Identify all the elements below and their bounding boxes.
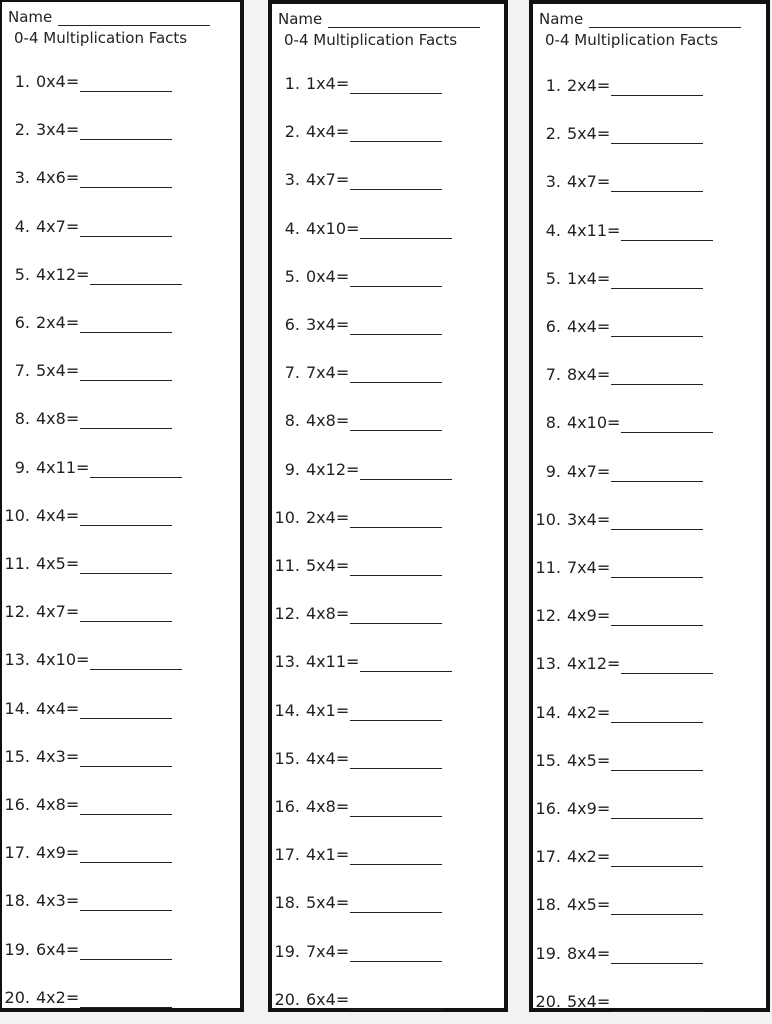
problem-number: 4. [14,216,30,236]
problem-row [533,76,703,96]
answer-blank[interactable] [621,224,713,241]
answer-blank[interactable] [80,846,172,863]
problem-row [533,654,713,674]
problem-number: 15. [274,748,300,768]
problem-expression: 4x4= [306,748,350,768]
problem-expression: 4x5= [36,554,80,573]
problem-row [2,602,172,622]
problem-row [272,701,442,721]
answer-blank[interactable] [611,127,703,144]
answer-blank[interactable] [350,77,442,94]
problem-row [2,313,172,333]
problem-number: 19. [274,941,300,961]
answer-blank[interactable] [611,320,703,337]
problem-row [2,699,172,719]
problem-row [2,650,182,670]
answer-blank[interactable] [350,704,442,721]
problem-number: 2. [545,124,561,144]
problem-row [272,411,442,431]
problem-row [533,365,703,385]
problem-number: 1. [14,72,30,91]
problem-number: 5. [284,266,300,286]
problem-number: 7. [284,363,300,383]
problem-row [2,988,172,1008]
problem-number: 9. [14,457,30,477]
problem-row [533,799,703,819]
answer-blank[interactable] [621,657,713,674]
answer-blank[interactable] [611,802,703,819]
problem-number: 6. [545,317,561,336]
problem-row [533,317,703,337]
answer-blank[interactable] [350,125,442,142]
problem-number: 3. [284,170,300,190]
answer-blank[interactable] [80,943,172,960]
answer-blank[interactable] [621,416,713,433]
problem-expression: 1x4= [306,74,350,93]
problem-row [272,556,442,576]
answer-blank[interactable] [611,609,703,626]
problem-number: 14. [274,700,300,720]
problem-number: 2. [284,122,300,142]
problem-row [272,942,442,962]
problem-expression: 4x8= [306,604,350,624]
answer-blank[interactable] [611,995,703,1012]
answer-blank[interactable] [90,461,182,478]
answer-blank[interactable] [80,220,172,237]
problem-number: 12. [4,602,30,622]
problem-number: 7. [545,365,561,385]
problem-row [2,843,172,863]
problem-row [2,361,172,381]
problem-expression: 7x4= [306,941,350,961]
problem-expression: 4x10= [567,413,621,433]
name-field[interactable] [58,11,210,26]
problem-number: 16. [274,797,300,816]
problem-number: 18. [274,893,300,913]
problem-expression: 4x8= [36,795,80,814]
answer-blank[interactable] [80,605,172,622]
problem-number: 9. [545,461,561,481]
problem-row [272,604,442,624]
problem-expression: 4x2= [567,702,611,722]
problem-row [272,797,442,817]
problem-expression: 7x4= [306,363,350,383]
problem-expression: 5x4= [567,991,611,1011]
problem-expression: 4x9= [567,606,611,626]
problem-number: 13. [4,650,30,670]
answer-blank[interactable] [80,364,172,381]
problem-row [2,120,172,140]
problem-number: 8. [14,409,30,429]
answer-blank[interactable] [350,366,442,383]
answer-blank[interactable] [350,752,442,769]
answer-blank[interactable] [360,655,452,672]
problem-expression: 6x4= [36,939,80,959]
problem-expression: 4x12= [36,264,90,284]
problem-expression: 3x4= [36,120,80,140]
problem-number: 20. [4,987,30,1007]
answer-blank[interactable] [350,945,442,962]
problem-row [2,458,182,478]
problem-number: 11. [274,556,300,575]
problem-row [533,944,703,964]
problem-expression: 6x4= [306,989,350,1009]
problem-number: 12. [274,604,300,624]
problem-row [2,506,172,526]
problem-number: 20. [535,991,561,1011]
answer-blank[interactable] [611,706,703,723]
problem-number: 8. [284,411,300,431]
problem-number: 3. [14,168,30,188]
answer-blank[interactable] [350,511,442,528]
problem-row [533,895,703,915]
problem-number: 16. [535,799,561,818]
problem-expression: 2x4= [567,76,611,95]
problem-number: 11. [535,558,561,577]
problem-row [2,795,172,815]
problem-row [272,652,452,672]
problem-row [2,168,172,188]
problem-number: 16. [4,795,30,814]
problem-row [272,508,442,528]
problem-expression: 4x5= [567,895,611,915]
problem-expression: 4x5= [567,750,611,770]
problem-expression: 8x4= [567,943,611,963]
answer-blank[interactable] [80,702,172,719]
problem-expression: 3x4= [567,509,611,529]
answer-blank[interactable] [350,559,442,576]
problem-row [272,267,442,287]
problem-number: 15. [535,750,561,770]
problem-number: 18. [535,895,561,915]
problem-expression: 4x2= [36,987,80,1007]
answer-blank[interactable] [350,173,442,190]
answer-blank[interactable] [611,754,703,771]
problem-number: 10. [274,507,300,527]
answer-blank[interactable] [611,561,703,578]
problem-expression: 4x1= [306,845,350,865]
problem-row [533,703,703,723]
problem-number: 14. [535,702,561,722]
problem-expression: 4x10= [36,650,90,670]
problem-number: 4. [284,218,300,238]
answer-blank[interactable] [80,171,172,188]
name-field[interactable] [328,13,480,28]
problem-row [533,172,703,192]
answer-blank[interactable] [611,272,703,289]
problem-number: 1. [284,74,300,93]
problem-row [533,462,703,482]
problem-row [2,940,172,960]
problem-number: 13. [535,654,561,674]
answer-blank[interactable] [80,412,172,429]
problem-number: 17. [4,843,30,863]
problem-row [272,893,442,913]
problem-expression: 4x10= [306,218,360,238]
answer-blank[interactable] [90,268,182,285]
problem-expression: 0x4= [306,266,350,286]
answer-blank[interactable] [611,850,703,867]
problem-number: 6. [14,313,30,332]
problem-number: 5. [545,268,561,288]
answer-blank[interactable] [350,993,442,1010]
answer-blank[interactable] [611,175,703,192]
answer-blank[interactable] [80,557,172,574]
problem-number: 1. [545,76,561,95]
problem-expression: 4x4= [36,505,80,525]
problem-expression: 5x4= [36,361,80,381]
problem-expression: 4x7= [36,602,80,622]
problem-expression: 4x11= [567,220,621,240]
problem-expression: 2x4= [36,313,80,332]
problem-row [2,747,172,767]
answer-blank[interactable] [90,653,182,670]
name-row [278,10,480,28]
answer-blank[interactable] [611,79,703,96]
problem-expression: 4x7= [36,216,80,236]
name-label: Name [539,10,584,28]
problem-row [272,315,442,335]
answer-blank[interactable] [80,991,172,1008]
problem-row [533,558,703,578]
problem-number: 9. [284,459,300,479]
problem-row [2,409,172,429]
answer-blank[interactable] [350,414,442,431]
problem-row [272,845,442,865]
problem-number: 10. [535,509,561,529]
problem-number: 8. [545,413,561,433]
problem-number: 12. [535,606,561,626]
problem-number: 10. [4,505,30,525]
problem-number: 19. [535,943,561,963]
problem-expression: 4x7= [306,170,350,190]
answer-blank[interactable] [350,896,442,913]
problem-expression: 8x4= [567,365,611,385]
problem-number: 15. [4,746,30,766]
problem-row [272,460,452,480]
problem-row [272,219,452,239]
problem-expression: 4x8= [306,797,350,816]
problem-number: 3. [545,172,561,192]
problem-row [533,269,703,289]
problem-row [533,221,713,241]
name-row [539,10,741,28]
problem-expression: 7x4= [567,558,611,577]
problem-expression: 2x4= [306,507,350,527]
worksheet-subtitle: 0-4 Multiplication Facts [545,31,719,49]
answer-blank[interactable] [350,318,442,335]
name-row [8,8,210,26]
answer-blank[interactable] [611,465,703,482]
answer-blank[interactable] [611,898,703,915]
problem-expression: 4x7= [567,461,611,481]
worksheet-subtitle: 0-4 Multiplication Facts [284,31,458,49]
problem-expression: 3x4= [306,315,350,334]
problem-row [533,992,703,1012]
problem-expression: 5x4= [306,893,350,913]
answer-blank[interactable] [350,607,442,624]
answer-blank[interactable] [80,509,172,526]
problem-row [533,606,703,626]
problem-row [272,363,442,383]
problem-number: 7. [14,361,30,381]
answer-blank[interactable] [350,848,442,865]
problem-expression: 4x8= [36,409,80,429]
problem-row [2,891,172,911]
problem-number: 19. [4,939,30,959]
worksheet-strip-2 [268,0,508,1012]
problem-expression: 4x3= [36,746,80,766]
problem-expression: 4x11= [36,457,90,477]
problem-expression: 4x4= [567,317,611,336]
problem-expression: 0x4= [36,72,80,91]
problem-expression: 4x11= [306,652,360,672]
problem-number: 6. [284,315,300,334]
problem-expression: 4x4= [306,122,350,142]
problem-number: 13. [274,652,300,672]
problem-row [533,847,703,867]
problem-expression: 5x4= [567,124,611,144]
problem-expression: 4x9= [567,799,611,818]
problem-number: 2. [14,120,30,140]
problem-expression: 4x3= [36,891,80,911]
problem-row [2,265,182,285]
problem-row [533,124,703,144]
name-label: Name [8,8,53,26]
answer-blank[interactable] [611,947,703,964]
problem-number: 5. [14,264,30,284]
problem-expression: 4x8= [306,411,350,431]
problem-expression: 4x4= [36,698,80,718]
problem-number: 4. [545,220,561,240]
answer-blank[interactable] [80,316,172,333]
problem-number: 18. [4,891,30,911]
answer-blank[interactable] [80,75,172,92]
problem-number: 17. [274,845,300,865]
problem-row [533,413,713,433]
problem-number: 20. [274,989,300,1009]
problem-expression: 4x9= [36,843,80,863]
problem-expression: 4x12= [306,459,360,479]
problem-expression: 4x7= [567,172,611,192]
problem-row [272,74,442,94]
problem-row [272,990,442,1010]
problem-row [2,72,172,92]
problem-number: 14. [4,698,30,718]
problem-expression: 5x4= [306,556,350,575]
problem-number: 11. [4,554,30,573]
answer-blank[interactable] [611,513,703,530]
answer-blank[interactable] [80,798,172,815]
problem-expression: 4x6= [36,168,80,188]
answer-blank[interactable] [350,270,442,287]
answer-blank[interactable] [80,123,172,140]
name-field[interactable] [589,13,741,28]
problem-expression: 4x2= [567,847,611,867]
answer-blank[interactable] [360,463,452,480]
problem-row [2,217,172,237]
answer-blank[interactable] [80,750,172,767]
problem-expression: 4x12= [567,654,621,674]
problem-row [2,554,172,574]
answer-blank[interactable] [360,222,452,239]
problem-row [272,122,442,142]
problem-expression: 4x1= [306,700,350,720]
answer-blank[interactable] [80,894,172,911]
worksheet-strip-1 [0,0,244,1012]
problem-row [272,749,442,769]
answer-blank[interactable] [350,800,442,817]
problem-row [533,751,703,771]
problem-row [272,170,442,190]
worksheet-strip-3 [529,0,770,1012]
worksheet-subtitle: 0-4 Multiplication Facts [14,29,188,47]
problem-expression: 1x4= [567,268,611,288]
name-label: Name [278,10,323,28]
problem-number: 17. [535,847,561,867]
problem-row [533,510,703,530]
answer-blank[interactable] [611,368,703,385]
